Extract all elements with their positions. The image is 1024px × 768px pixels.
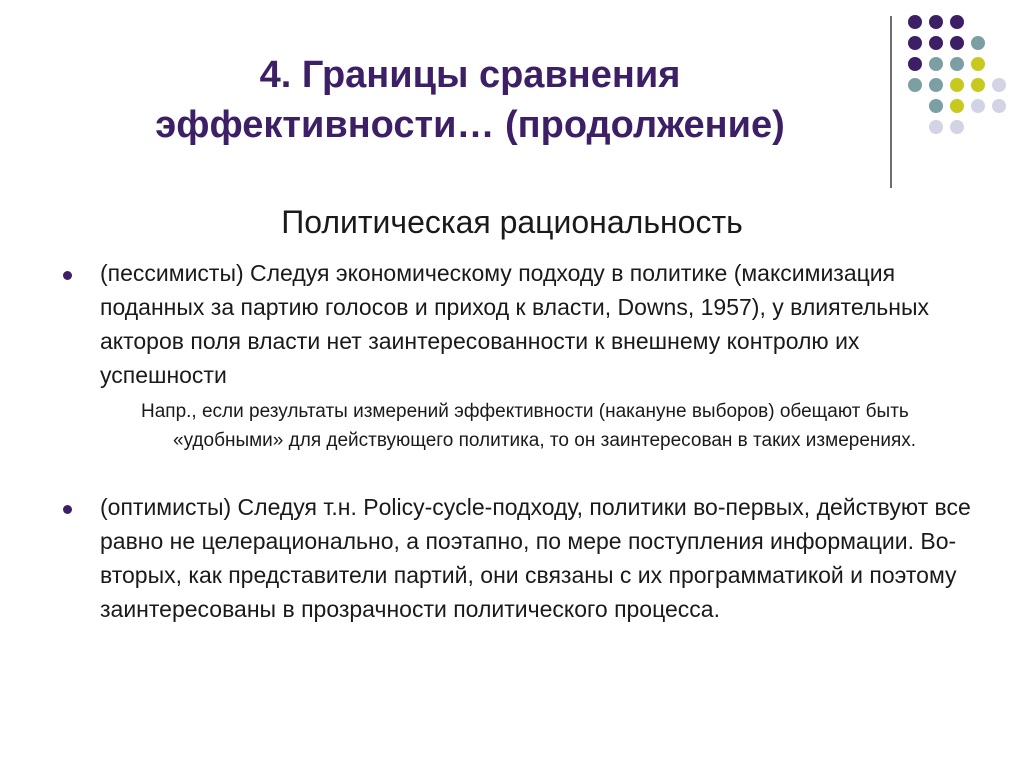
- decor-dot: [929, 36, 943, 50]
- decor-dot: [929, 78, 943, 92]
- bullet-marker-icon: [63, 271, 72, 280]
- vertical-divider: [890, 16, 892, 188]
- decor-dot: [971, 99, 985, 113]
- decor-dot: [950, 99, 964, 113]
- decor-dot: [950, 78, 964, 92]
- decor-dot: [908, 57, 922, 71]
- section-subheading: Политическая рациональность: [281, 204, 743, 240]
- decor-dot: [992, 78, 1006, 92]
- decorative-dot-grid: [0, 0, 1024, 170]
- decor-dot: [908, 15, 922, 29]
- bullet-marker-icon: [63, 505, 72, 514]
- decor-dot: [950, 36, 964, 50]
- decor-dot: [929, 99, 943, 113]
- decor-dot: [950, 57, 964, 71]
- decor-dot: [929, 57, 943, 71]
- decor-dot: [908, 36, 922, 50]
- decor-dot: [950, 15, 964, 29]
- decor-dot: [992, 99, 1006, 113]
- bullet-text: (пессимисты) Следуя экономическому подходу в политике (максимизация поданных за партию голосов и приход к власти, Downs, 1957), у влиятельных акторов поля власти нет заинтересованности к внешнему контролю их успешности: [100, 260, 929, 388]
- bullet-text: (оптимисты) Следуя т.н. Policy-cycle-подходу, политики во-первых, действуют все равно не целерационально, а поэтапно, по мере поступления информации. Во-вторых, как представители партий, они связаны с их программатикой и поэтому заинтересованы в прозрачности политического процесса.: [100, 494, 971, 622]
- title-line-1: 4. Границы сравнения: [259, 54, 681, 96]
- decor-dot: [971, 78, 985, 92]
- decor-dot: [950, 120, 964, 134]
- decor-dot: [929, 120, 943, 134]
- decor-dot: [971, 57, 985, 71]
- decor-dot: [971, 36, 985, 50]
- sub-bullet-note: Напр., если результаты измерений эффективности (накануне выборов) обещают быть «удобными» для действующего политика, то он заинтересован в таких измерениях.: [141, 401, 917, 451]
- title-line-2: эффективности… (продолжение): [155, 104, 785, 146]
- bullet-item-optimists: [100, 490, 980, 626]
- bullet-item-pessimists: [100, 256, 980, 392]
- decor-dot: [908, 78, 922, 92]
- decor-dot: [929, 15, 943, 29]
